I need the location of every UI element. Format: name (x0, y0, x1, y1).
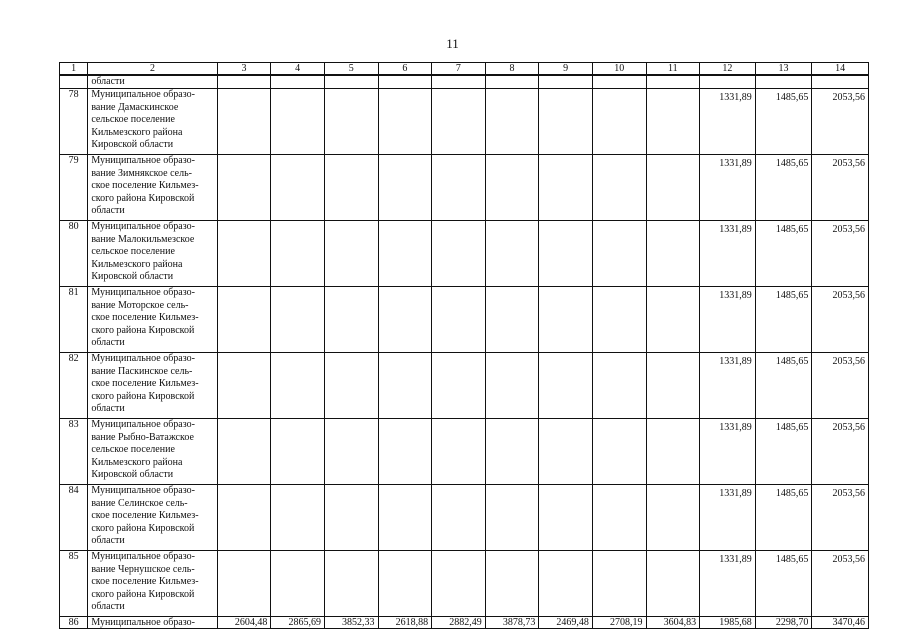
value-cell-col-7 (432, 419, 486, 485)
value-cell-col-13: 1485,65 (755, 551, 812, 617)
value-cell-col-6 (378, 155, 432, 221)
value-cell-col-6 (378, 551, 432, 617)
value-cell-col-7 (432, 155, 486, 221)
empty-cell (432, 75, 486, 89)
row-number-cell: 83 (60, 419, 88, 485)
column-header-11: 11 (646, 63, 700, 76)
municipality-name-cell: Муниципальное образо- вание Селинское сель- ское поселение Кильмез- ского района Кировской области (88, 485, 217, 551)
value-cell-col-11 (646, 287, 700, 353)
empty-cell (324, 75, 378, 89)
value-cell-col-3 (217, 221, 271, 287)
value-cell-col-9 (539, 551, 593, 617)
empty-cell (485, 75, 539, 89)
value-cell-col-11 (646, 551, 700, 617)
value-cell-col-13: 1485,65 (755, 353, 812, 419)
value-cell-col-3 (217, 155, 271, 221)
value-cell-col-4 (271, 353, 325, 419)
empty-cell (271, 75, 325, 89)
value-cell-col-6 (378, 419, 432, 485)
value-cell-col-14: 2053,56 (812, 419, 869, 485)
value-cell-col-13: 1485,65 (755, 89, 812, 155)
value-cell-col-12: 1331,89 (700, 551, 756, 617)
municipality-name-cell: Муниципальное образо- вание Рыбно-Ватажское сельское поселение Кильмезского района Кировской области (88, 419, 217, 485)
column-header-12: 12 (700, 63, 756, 76)
table-row (60, 617, 869, 629)
value-cell-col-11 (646, 221, 700, 287)
table-row (60, 485, 869, 551)
value-cell-col-8: 3878,73 (485, 617, 539, 629)
continuation-row (60, 75, 869, 89)
column-header-8: 8 (485, 63, 539, 76)
value-cell-col-3 (217, 419, 271, 485)
value-cell-col-7 (432, 221, 486, 287)
value-cell-col-8 (485, 287, 539, 353)
value-cell-col-14: 2053,56 (812, 155, 869, 221)
column-header-3: 3 (217, 63, 271, 76)
value-cell-col-5 (324, 155, 378, 221)
value-cell-col-4 (271, 89, 325, 155)
value-cell-col-5: 3852,33 (324, 617, 378, 629)
row-number-cell: 85 (60, 551, 88, 617)
row-number-cell: 79 (60, 155, 88, 221)
row-number-cell: 82 (60, 353, 88, 419)
value-cell-col-14: 2053,56 (812, 485, 869, 551)
column-header-1: 1 (60, 63, 88, 76)
table-body (60, 63, 869, 629)
table-row (60, 89, 869, 155)
value-cell-col-9 (539, 353, 593, 419)
column-header-5: 5 (324, 63, 378, 76)
value-cell-col-10: 2708,19 (592, 617, 646, 629)
value-cell-col-4 (271, 221, 325, 287)
municipality-name-cell: Муниципальное образо- вание Моторское сель- ское поселение Кильмез- ского района Кировской области (88, 287, 217, 353)
value-cell-col-14: 2053,56 (812, 221, 869, 287)
row-number-cell: 81 (60, 287, 88, 353)
value-cell-col-11 (646, 485, 700, 551)
empty-cell (378, 75, 432, 89)
value-cell-col-13: 1485,65 (755, 485, 812, 551)
empty-cell (755, 75, 812, 89)
column-header-2: 2 (88, 63, 217, 76)
column-header-4: 4 (271, 63, 325, 76)
municipality-name-cell: Муниципальное образо- вание Зимнякское сель- ское поселение Кильмез- ского района Кировской области (88, 155, 217, 221)
value-cell-col-12: 1331,89 (700, 89, 756, 155)
value-cell-col-11 (646, 155, 700, 221)
value-cell-col-5 (324, 485, 378, 551)
value-cell-col-13: 1485,65 (755, 155, 812, 221)
value-cell-col-13: 2298,70 (755, 617, 812, 629)
municipality-name-cell: Муниципальное образо- вание Дамаскинское сельское поселение Кильмезского района Кировской области (88, 89, 217, 155)
value-cell-col-11 (646, 89, 700, 155)
value-cell-col-3: 2604,48 (217, 617, 271, 629)
value-cell-col-8 (485, 485, 539, 551)
municipality-name-cell: Муниципальное образо- (88, 617, 217, 629)
value-cell-col-8 (485, 221, 539, 287)
value-cell-col-10 (592, 353, 646, 419)
value-cell-col-13: 1485,65 (755, 221, 812, 287)
value-cell-col-11 (646, 419, 700, 485)
value-cell-col-7 (432, 485, 486, 551)
value-cell-col-6: 2618,88 (378, 617, 432, 629)
row-number-cell: 86 (60, 617, 88, 629)
value-cell-col-12: 1331,89 (700, 287, 756, 353)
value-cell-col-8 (485, 551, 539, 617)
empty-cell (539, 75, 593, 89)
municipality-name-cell: Муниципальное образо- вание Паскинское сель- ское поселение Кильмез- ского района Кировской области (88, 353, 217, 419)
value-cell-col-12: 1331,89 (700, 485, 756, 551)
empty-cell (592, 75, 646, 89)
value-cell-col-7 (432, 287, 486, 353)
value-cell-col-6 (378, 89, 432, 155)
column-header-6: 6 (378, 63, 432, 76)
row-number-cell: 84 (60, 485, 88, 551)
value-cell-col-9 (539, 221, 593, 287)
page-number: 11 (446, 36, 459, 51)
table-row (60, 155, 869, 221)
empty-cell (646, 75, 700, 89)
column-header-10: 10 (592, 63, 646, 76)
value-cell-col-3 (217, 89, 271, 155)
value-cell-col-14: 2053,56 (812, 89, 869, 155)
municipality-name-cell: Муниципальное образо- вание Малокильмезское сельское поселение Кильмезского района Кировской области (88, 221, 217, 287)
table-row (60, 551, 869, 617)
value-cell-col-6 (378, 485, 432, 551)
value-cell-col-10 (592, 155, 646, 221)
table-row (60, 419, 869, 485)
value-cell-col-10 (592, 419, 646, 485)
value-cell-col-3 (217, 485, 271, 551)
row-number-cell: 78 (60, 89, 88, 155)
value-cell-col-9 (539, 287, 593, 353)
column-header-9: 9 (539, 63, 593, 76)
table-row (60, 353, 869, 419)
value-cell-col-3 (217, 287, 271, 353)
value-cell-col-8 (485, 353, 539, 419)
value-cell-col-6 (378, 287, 432, 353)
column-header-13: 13 (755, 63, 812, 76)
value-cell-col-4 (271, 485, 325, 551)
value-cell-col-14: 2053,56 (812, 551, 869, 617)
value-cell-col-9 (539, 89, 593, 155)
value-cell-col-3 (217, 353, 271, 419)
value-cell-col-10 (592, 89, 646, 155)
value-cell-col-12: 1331,89 (700, 419, 756, 485)
value-cell-col-12: 1331,89 (700, 353, 756, 419)
value-cell-col-7 (432, 89, 486, 155)
value-cell-col-10 (592, 221, 646, 287)
value-cell-col-10 (592, 551, 646, 617)
value-cell-col-10 (592, 287, 646, 353)
value-cell-col-4 (271, 551, 325, 617)
row-number-cell: 80 (60, 221, 88, 287)
continuation-name-cell: области (88, 75, 217, 89)
value-cell-col-13: 1485,65 (755, 287, 812, 353)
tariff-table (59, 62, 869, 629)
empty-cell (217, 75, 271, 89)
table-row (60, 221, 869, 287)
value-cell-col-8 (485, 155, 539, 221)
value-cell-col-9 (539, 419, 593, 485)
value-cell-col-7 (432, 353, 486, 419)
value-cell-col-3 (217, 551, 271, 617)
value-cell-col-13: 1485,65 (755, 419, 812, 485)
value-cell-col-9 (539, 485, 593, 551)
value-cell-col-8 (485, 419, 539, 485)
empty-cell (812, 75, 869, 89)
value-cell-col-7: 2882,49 (432, 617, 486, 629)
value-cell-col-8 (485, 89, 539, 155)
value-cell-col-11: 3604,83 (646, 617, 700, 629)
value-cell-col-14: 3470,46 (812, 617, 869, 629)
value-cell-col-4: 2865,69 (271, 617, 325, 629)
municipality-name-cell: Муниципальное образо- вание Чернушское сель- ское поселение Кильмез- ского района Кировской области (88, 551, 217, 617)
value-cell-col-5 (324, 353, 378, 419)
value-cell-col-7 (432, 551, 486, 617)
value-cell-col-4 (271, 287, 325, 353)
value-cell-col-9: 2469,48 (539, 617, 593, 629)
value-cell-col-4 (271, 419, 325, 485)
column-header-7: 7 (432, 63, 486, 76)
value-cell-col-4 (271, 155, 325, 221)
empty-cell (700, 75, 756, 89)
value-cell-col-14: 2053,56 (812, 287, 869, 353)
value-cell-col-10 (592, 485, 646, 551)
table-row (60, 287, 869, 353)
value-cell-col-6 (378, 353, 432, 419)
column-header-14: 14 (812, 63, 869, 76)
value-cell-col-11 (646, 353, 700, 419)
value-cell-col-12: 1331,89 (700, 155, 756, 221)
continuation-num-cell (60, 75, 88, 89)
value-cell-col-12: 1985,68 (700, 617, 756, 629)
value-cell-col-12: 1331,89 (700, 221, 756, 287)
value-cell-col-14: 2053,56 (812, 353, 869, 419)
value-cell-col-6 (378, 221, 432, 287)
value-cell-col-5 (324, 287, 378, 353)
value-cell-col-5 (324, 221, 378, 287)
column-number-header-row (60, 63, 869, 76)
value-cell-col-5 (324, 419, 378, 485)
value-cell-col-5 (324, 551, 378, 617)
value-cell-col-9 (539, 155, 593, 221)
value-cell-col-5 (324, 89, 378, 155)
